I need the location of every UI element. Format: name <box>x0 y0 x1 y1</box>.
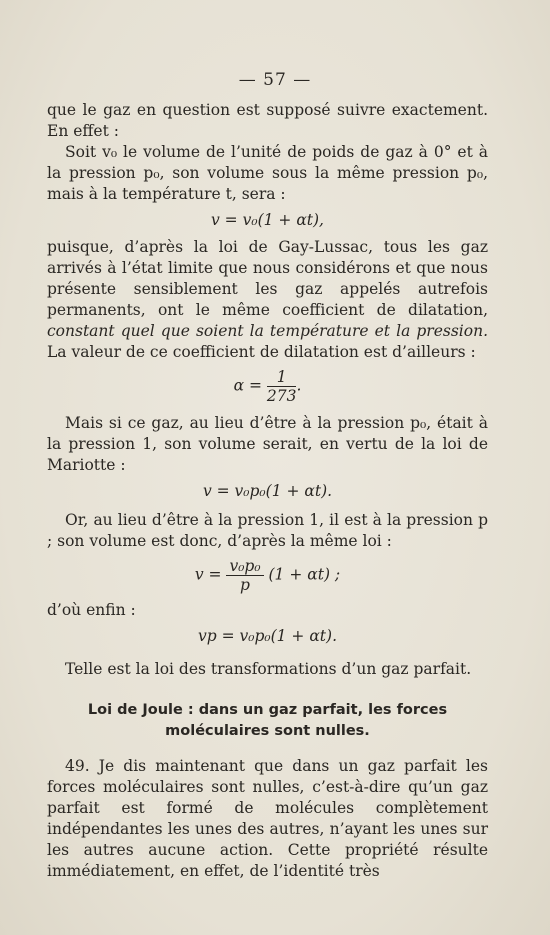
paragraph: 49. Je dis maintenant que dans un gaz parfait les forces moléculaires sont nulles, c’est-à-dire qu’un gaz parfait est formé de molécules complètement indépendantes les unes des autres, n’ayant les unes sur les autres aucune action. Cette propriété résulte immédiatement, en effet, de l’identité très <box>47 757 488 880</box>
paragraph: puisque, d’après la loi de Gay-Lussac, tous les gaz arrivés à l’état limite que nous considérons et que nous présente sensiblement les gaz appelés autrefois permanents, ont le même coefficient de dilatation, constant quel que soient la température et la pression. La valeur de ce coefficient de dilatation est d’ailleurs : <box>47 238 488 361</box>
paragraph: d’où enfin : <box>47 601 136 619</box>
formula-fraction: α = $\frac{1}{273}$ . <box>233 368 302 405</box>
page-body <box>47 100 488 882</box>
page-number: — 57 — <box>238 70 312 90</box>
formula: v = v₀(1 + αt), <box>211 211 324 229</box>
paragraph: Mais si ce gaz, au lieu d’être à la pression p₀, était à la pression 1, son volume serait, en vertu de la loi de Mariotte : <box>47 414 488 474</box>
section-heading: Loi de Joule : dans un gaz parfait, les forces moléculaires sont nulles. <box>87 702 448 739</box>
formula-fraction: v = $\frac{\text{v₀p₀}}{p}$ (1 + αt) ; <box>194 557 341 594</box>
fraction: $\frac{\text{v₀p₀}}{p}$ <box>226 557 263 594</box>
paragraph: Or, au lieu d’être à la pression 1, il est à la pression p ; son volume est donc, d’après la même loi : <box>47 511 488 550</box>
paragraph: Soit v₀ le volume de l’unité de poids de gaz à 0° et à la pression p₀, son volume sous la même pression p₀, mais à la température t, sera : <box>47 143 488 203</box>
formula: vp = v₀p₀(1 + αt). <box>197 627 338 645</box>
paragraph: que le gaz en question est supposé suivre exactement. En effet : <box>47 101 488 140</box>
formula: v = v₀p₀(1 + αt). <box>202 482 333 500</box>
fraction: $\frac{1}{273}$ <box>266 368 297 405</box>
italic-phrase: constant quel que soient la température et la pression. <box>47 322 488 340</box>
paragraph: Telle est la loi des transformations d’un gaz parfait. <box>65 660 472 678</box>
